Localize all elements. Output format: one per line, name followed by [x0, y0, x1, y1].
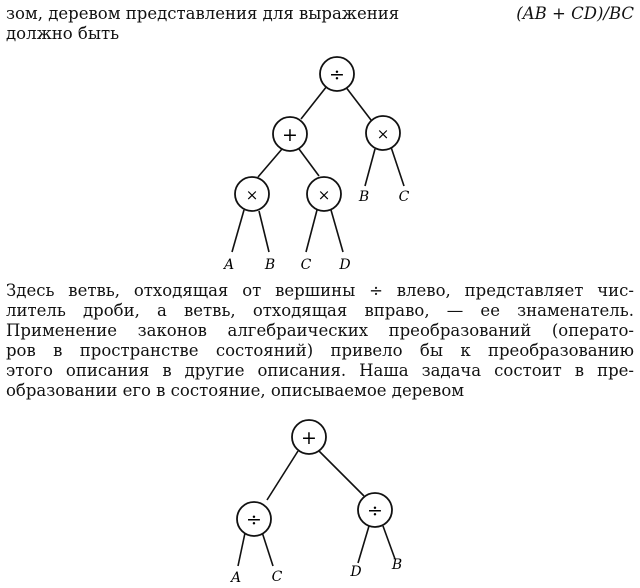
- tree2-leaf-b: B: [391, 557, 403, 573]
- body-line-4: ров в пространстве состояний) привело бы к преобразованию: [6, 341, 634, 360]
- leaf-a: A: [223, 257, 235, 273]
- root-plus-label: +: [301, 427, 317, 449]
- tree2-leaf-c: C: [271, 569, 283, 585]
- body-line-5: этого описания в другие описания. Наша задача состоит в пре-: [6, 361, 634, 380]
- plus-node-label: +: [282, 124, 298, 146]
- tree2-leaf-a: A: [230, 570, 242, 586]
- leaf-d: D: [339, 257, 351, 273]
- body-line-6: образовании его в состояние, описываемое деревом: [6, 381, 465, 400]
- divide-node-right-label: ÷: [367, 500, 383, 522]
- leaf-c-denominator: C: [398, 189, 410, 205]
- root-node-label: ÷: [329, 64, 345, 86]
- leaf-b-denominator: B: [358, 189, 370, 205]
- expression: (AB + CD)/BC: [516, 4, 634, 23]
- body-line-3: Применение законов алгебраических преобразований (операто-: [6, 321, 634, 340]
- leaf-c: C: [300, 257, 312, 273]
- leaf-b: B: [264, 257, 276, 273]
- times-node-bc-label: ×: [376, 125, 390, 143]
- times-node-cd-label: ×: [317, 186, 331, 204]
- divide-node-left-label: ÷: [246, 509, 262, 531]
- body-line-2: литель дроби, а ветвь, отходящая вправо, — ее знаменатель.: [6, 301, 634, 320]
- intro-text: зом, деревом представления для выражения: [6, 4, 400, 23]
- intro-line-2: должно быть: [6, 24, 120, 43]
- tree2-leaf-d: D: [350, 564, 362, 580]
- body-line-1: Здесь ветвь, отходящая от вершины ÷ влево, представляет чис-: [6, 281, 634, 300]
- times-node-ab-label: ×: [245, 186, 259, 204]
